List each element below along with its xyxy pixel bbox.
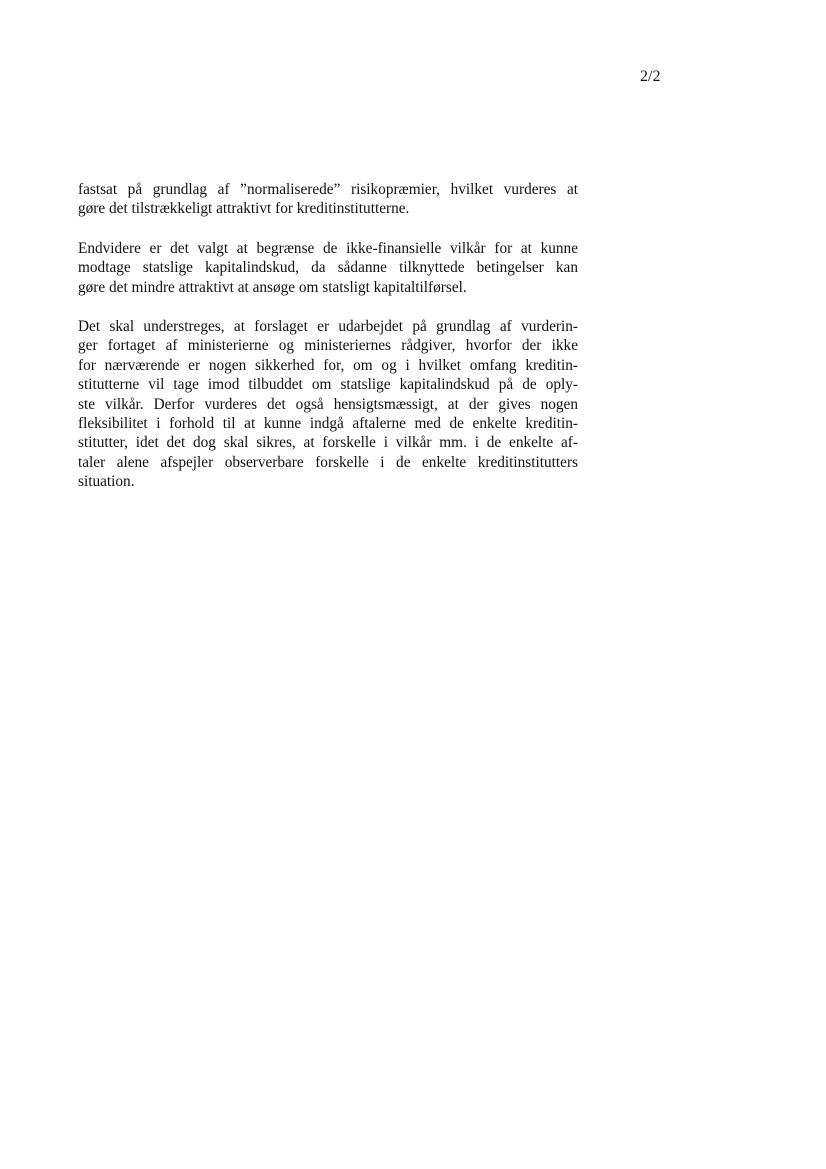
- paragraph-3: [78, 317, 578, 492]
- text-line: for nærværende er nogen sikkerhed for, om og i hvilket omfang kreditin-: [78, 356, 578, 374]
- paragraph-2: [78, 239, 578, 297]
- text-line: situation.: [78, 473, 135, 491]
- text-line: ger fortaget af ministerierne og ministeriernes rådgiver, hvorfor der ikke: [78, 337, 578, 355]
- text-line: stitutterne vil tage imod tilbuddet om statslige kapitalindskud på de oply-: [78, 376, 578, 394]
- page-number: 2/2: [640, 68, 661, 85]
- body-text: [78, 180, 578, 511]
- paragraph-1: [78, 180, 578, 219]
- text-line: fleksibilitet i forhold til at kunne indgå aftalerne med de enkelte kreditin-: [78, 414, 578, 432]
- text-line: fastsat på grundlag af ”normaliserede” risikopræmier, hvilket vurderes at: [78, 181, 578, 198]
- text-line: Endvidere er det valgt at begrænse de ikke-finansielle vilkår for at kunne: [78, 239, 578, 257]
- text-line: ste vilkår. Derfor vurderes det også hensigtsmæssigt, at der gives nogen: [78, 395, 578, 413]
- text-line: stitutter, idet det dog skal sikres, at forskelle i vilkår mm. i de enkelte af-: [78, 434, 578, 452]
- text-line: gøre det tilstrækkeligt attraktivt for kreditinstitutterne.: [78, 200, 410, 218]
- text-line: modtage statslige kapitalindskud, da sådanne tilknyttede betingelser kan: [78, 259, 578, 277]
- text-line: gøre det mindre attraktivt at ansøge om statsligt kapitaltilførsel.: [78, 278, 467, 296]
- text-line: taler alene afspejler observerbare forskelle i de enkelte kreditinstitutters: [78, 453, 578, 471]
- text-line: Det skal understreges, at forslaget er udarbejdet på grundlag af vurderin-: [78, 317, 578, 335]
